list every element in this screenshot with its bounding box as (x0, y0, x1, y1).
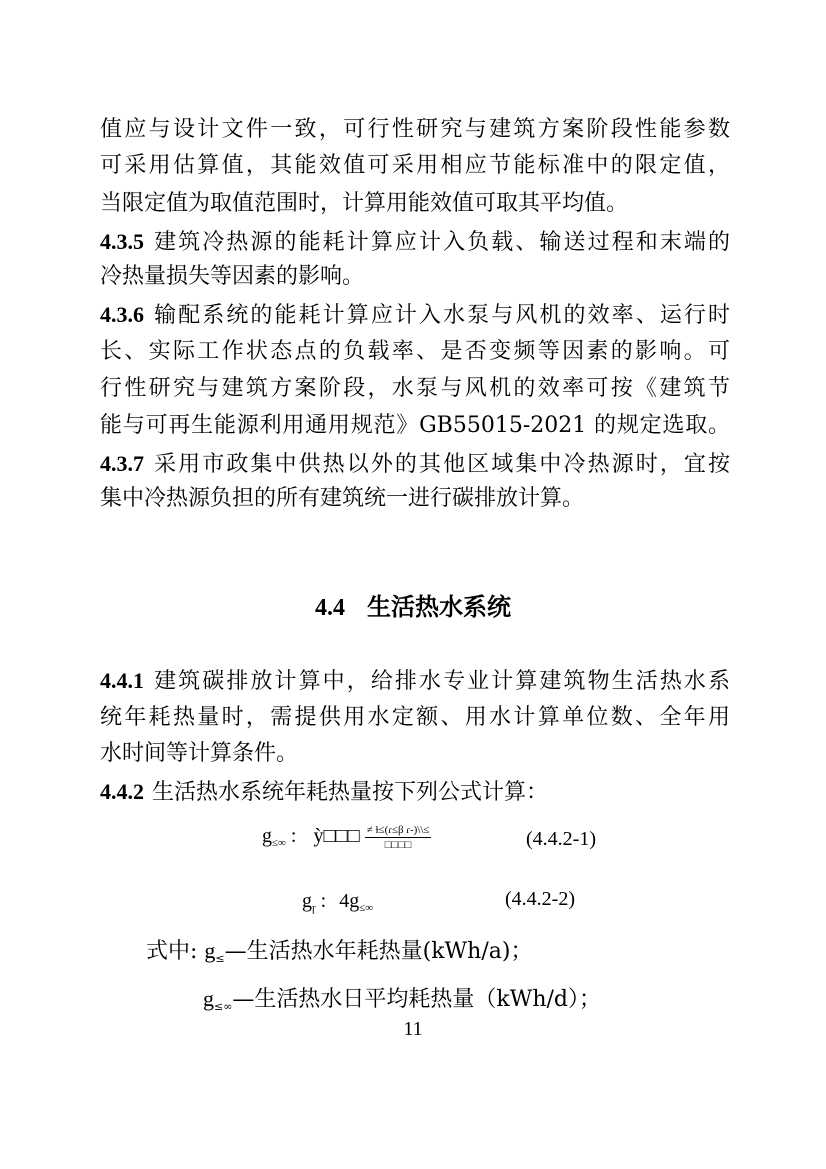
paragraph-line: 可采用估算值，其能效值可采用相应节能标准中的限定值， (100, 153, 730, 178)
variable-subscript: ≤∞ (214, 1000, 233, 1013)
formula-symbol: g (302, 890, 312, 912)
clause-number: 4.4.1 (100, 668, 144, 693)
clause-text: 输配系统的能耗计算应计入水泵与风机的效率、运行时 (152, 303, 730, 328)
variable-symbol: g (204, 938, 216, 963)
paragraph-line: 当限定值为取值范围时，计算用能效值可取其平均值。 (100, 191, 629, 216)
fraction-numerator: ≠ ɫ≤(ɾ≤β ɾ-)\\≤ (366, 824, 430, 836)
paragraph-line: 行性研究与建筑方案阶段，水泵与风机的效率可按《建筑节 (100, 376, 730, 401)
paragraph-line: 冷热量损失等因素的影响。 (100, 264, 365, 289)
variable-subscript: ≤ (215, 952, 225, 965)
clause-number: 4.4.2 (100, 779, 144, 804)
variable-symbol: g (203, 986, 214, 1011)
definition-text: —生活热水年耗热量(kWh/a)； (224, 939, 533, 964)
formula-term: ỳ□□□ (313, 825, 360, 848)
variable-definition (146, 938, 532, 972)
fraction-denominator: □□□□ (384, 839, 412, 851)
clause-number: 4.3.5 (100, 229, 144, 254)
formula-colon: : (290, 825, 297, 848)
paragraph-line: 能与可再生能源利用通用规范》GB55015-2021 的规定选取。 (100, 413, 730, 438)
definition-prefix: 式中: (146, 939, 198, 964)
paragraph-line: 统年耗热量时，需提供用水定额、用水计算单位数、全年用 (100, 705, 730, 730)
formula-term: 4g (339, 890, 360, 912)
paragraph-line: 长、实际工作状态点的负载率、是否变频等因素的影响。可 (100, 339, 730, 364)
variable-definition (203, 986, 601, 1020)
formula-4-4-2-2 (302, 888, 373, 921)
page-number: 11 (403, 1018, 423, 1040)
clause-4-4-1 (100, 668, 730, 695)
formula-subscript: ɼ (312, 902, 316, 914)
equation-number: (4.4.2-2) (505, 888, 575, 910)
section-heading (0, 592, 826, 623)
formula-subscript: ≤∞ (272, 837, 286, 850)
clause-text: 生活热水系统年耗热量按下列公式计算： (152, 780, 549, 805)
paragraph-line: 值应与设计文件一致，可行性研究与建筑方案阶段性能参数 (100, 117, 730, 142)
section-title: 生活热水系统 (367, 592, 511, 621)
clause-4-3-7 (100, 451, 730, 478)
clause-4-3-5 (100, 229, 730, 256)
clause-4-4-2 (100, 779, 730, 806)
formula-subscript: ≤∞ (359, 902, 374, 914)
section-number: 4.4 (315, 595, 345, 621)
formula-colon: : (320, 890, 327, 912)
clause-text: 建筑碳排放计算中，给排水专业计算建筑物生活热水系 (152, 669, 730, 694)
clause-4-3-6 (100, 302, 730, 329)
clause-number: 4.3.7 (100, 451, 144, 476)
clause-number: 4.3.6 (100, 302, 144, 327)
paragraph-line: 集中冷热源负担的所有建筑统一进行碳排放计算。 (100, 486, 585, 511)
clause-text: 采用市政集中供热以外的其他区域集中冷热源时，宜按 (152, 452, 730, 477)
paragraph-line: 水时间等计算条件。 (100, 741, 299, 766)
formula-fraction (365, 823, 432, 852)
formula-4-4-2-1 (262, 823, 431, 856)
equation-number: (4.4.2-1) (526, 828, 596, 850)
clause-text: 建筑冷热源的能耗计算应计入负载、输送过程和末端的 (152, 230, 730, 255)
formula-symbol: g (262, 825, 272, 848)
definition-text: —生活热水日平均耗热量（kWh/d）； (232, 987, 601, 1012)
